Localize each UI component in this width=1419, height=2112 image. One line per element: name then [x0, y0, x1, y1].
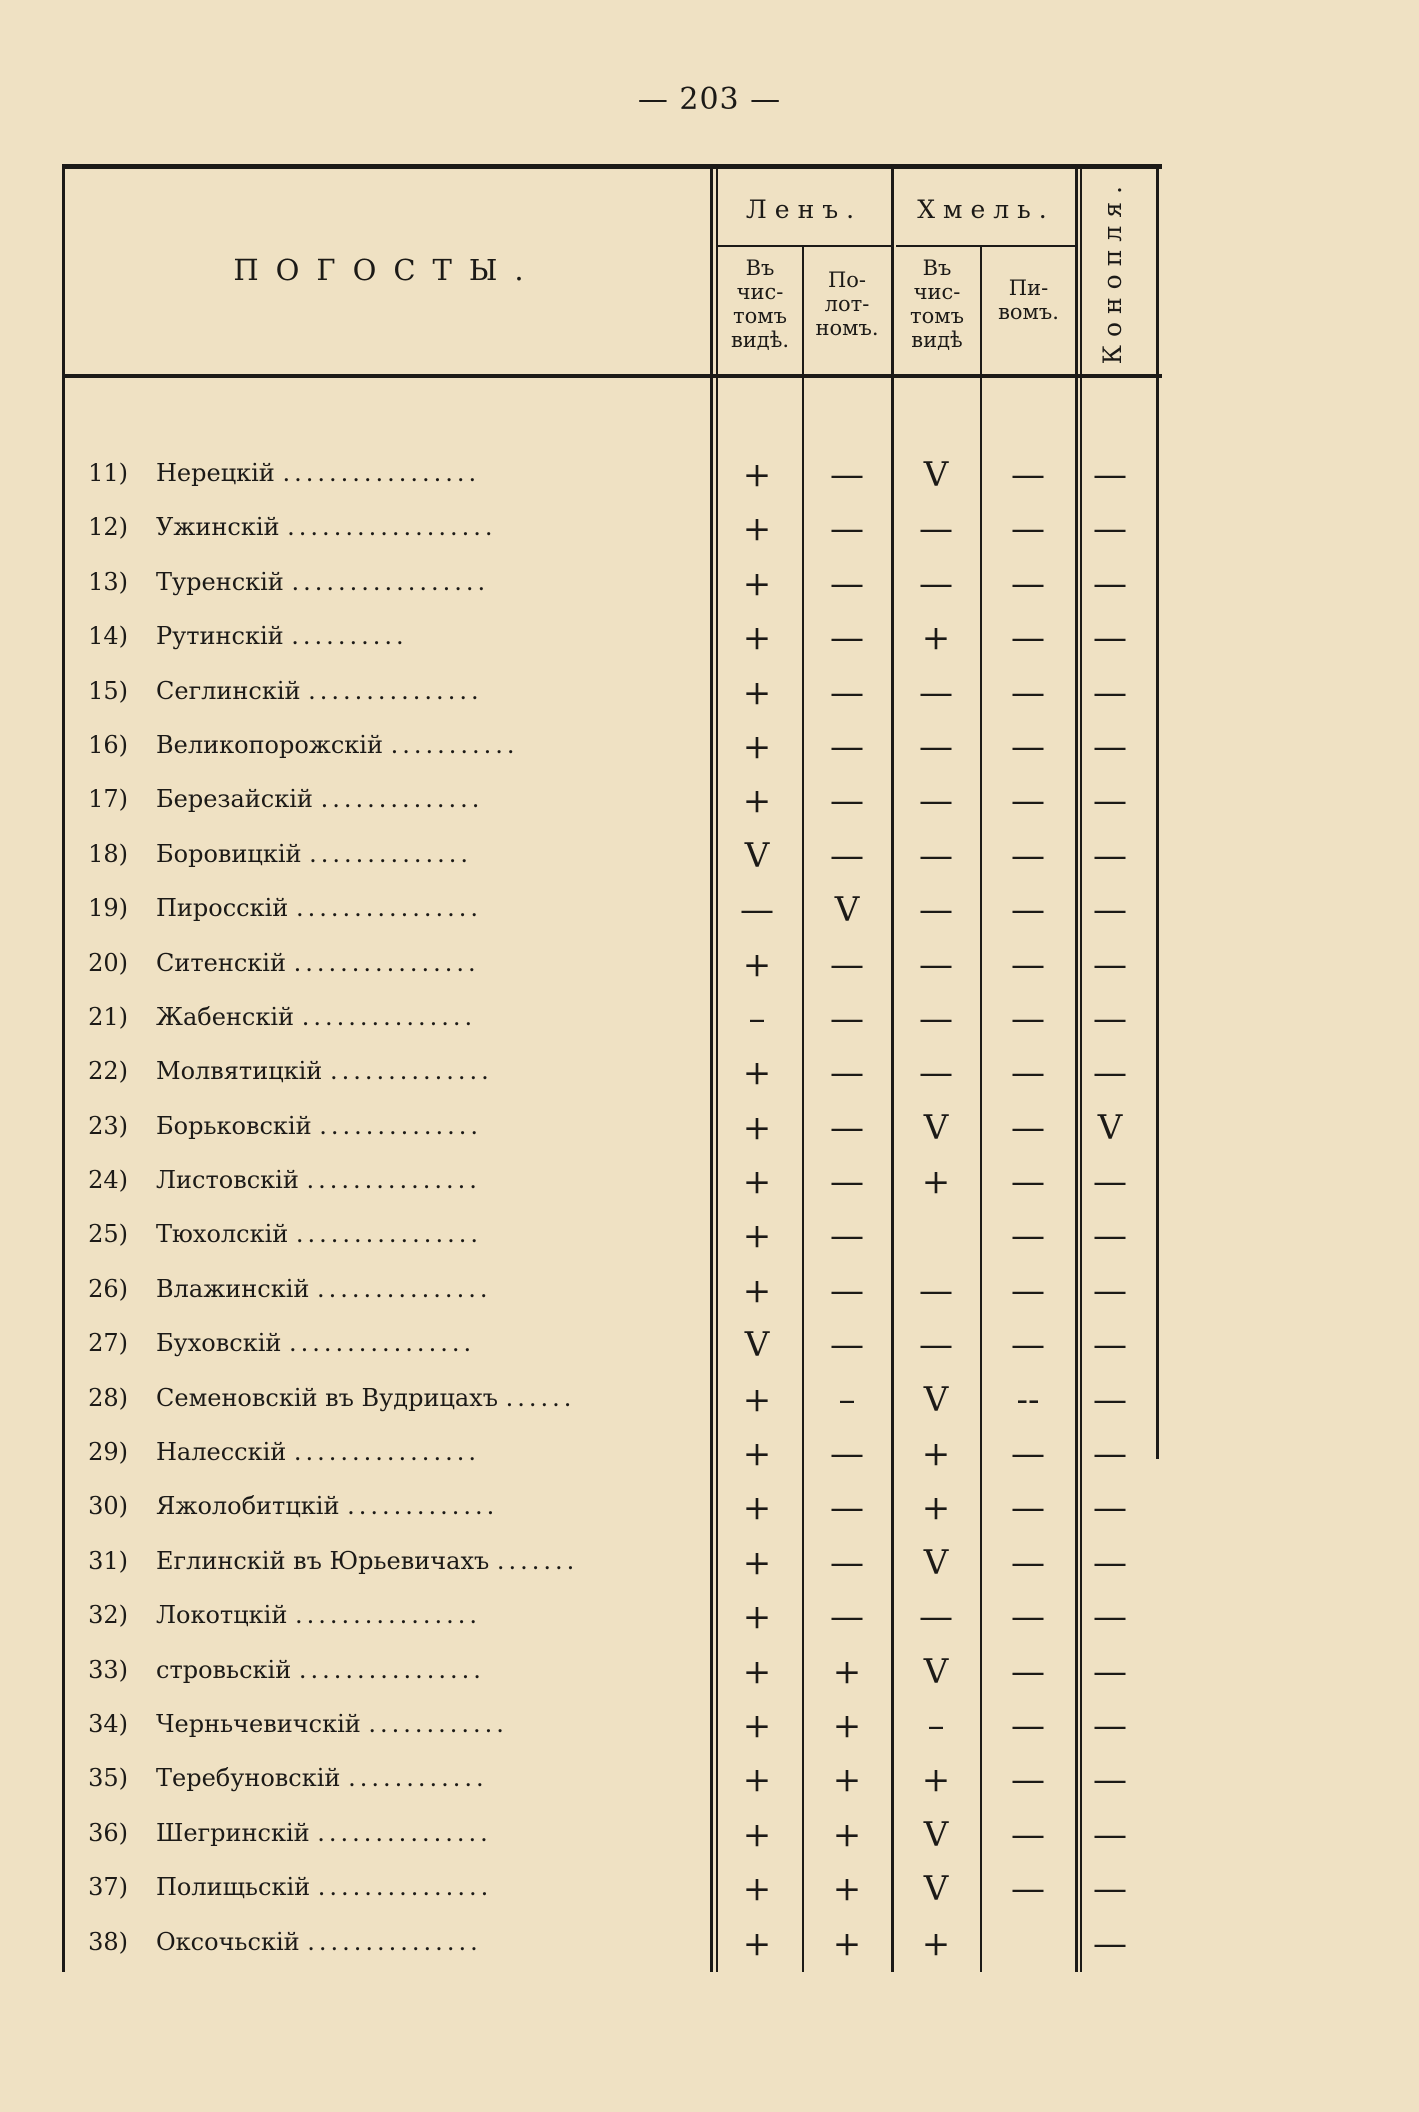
row-mark: —: [830, 1488, 864, 1529]
row-mark: —: [830, 1270, 864, 1311]
row-name: [156, 731, 711, 759]
row-mark: —: [1093, 1270, 1127, 1311]
row-mark: —: [1093, 890, 1127, 931]
table-row: [62, 1646, 1162, 1700]
header-len-bast: По- лот- номъ.: [815, 268, 879, 341]
row-name: [156, 1166, 711, 1194]
row-name-text: Полищьскій: [156, 1873, 311, 1902]
row-mark: —: [1093, 509, 1127, 550]
row-name-text: Туренскій: [156, 567, 284, 596]
row-mark: —: [1093, 1542, 1127, 1583]
row-name: [156, 1764, 711, 1792]
row-mark: +: [742, 1923, 772, 1964]
row-name-text: Березайскій: [156, 785, 313, 814]
row-mark: –: [838, 1379, 856, 1420]
row-mark: —: [1093, 1053, 1127, 1094]
row-mark: V: [744, 835, 770, 876]
row-mark: —: [830, 1216, 864, 1257]
row-mark: +: [742, 1434, 772, 1475]
row-name: [156, 459, 711, 487]
row-mark: —: [1093, 835, 1127, 876]
row-mark: —: [1093, 1162, 1127, 1203]
row-number: 26): [88, 1274, 128, 1303]
row-mark: +: [742, 618, 772, 659]
row-name-text: Тюхолскій: [156, 1220, 289, 1249]
row-mark: —: [1011, 1869, 1045, 1910]
row-leader-dots: ................: [295, 894, 482, 923]
table-row: [62, 775, 1162, 829]
row-mark: —: [830, 455, 864, 495]
row-leader-dots: ................: [289, 1329, 476, 1358]
row-name: [156, 1601, 711, 1629]
row-mark: —: [1093, 1814, 1127, 1855]
row-name: [156, 1220, 711, 1248]
row-mark: —: [1011, 618, 1045, 659]
row-mark: —: [1011, 1488, 1045, 1529]
row-name-text: стровьскій: [156, 1655, 292, 1684]
row-name: [156, 1275, 711, 1303]
row-mark: —: [1011, 1705, 1045, 1746]
row-name-text: Ужинскій: [156, 513, 280, 542]
row-name-text: Черньчевичскій: [156, 1709, 361, 1738]
row-mark: —: [919, 890, 953, 931]
row-name-text: Семеновскій въ Вудрицахъ: [156, 1383, 498, 1412]
row-number: 14): [88, 622, 128, 651]
row-mark: +: [742, 672, 772, 713]
row-mark: —: [830, 835, 864, 876]
row-mark: V: [923, 1814, 949, 1855]
row-mark: —: [1011, 1542, 1045, 1583]
row-leader-dots: ......: [505, 1383, 576, 1412]
row-leader-dots: ................: [294, 1601, 482, 1630]
table-row: [62, 1047, 1162, 1101]
row-name-text: Теребуновскій: [156, 1764, 341, 1793]
row-leader-dots: ..............: [319, 1111, 483, 1140]
table-row: [62, 830, 1162, 884]
row-leader-dots: ..........: [291, 622, 408, 651]
row-mark: —: [830, 1107, 864, 1148]
row-mark: —: [1093, 1869, 1127, 1910]
row-leader-dots: ................: [293, 948, 480, 977]
row-name: [156, 1819, 711, 1847]
row-mark: —: [1093, 944, 1127, 985]
row-leader-dots: ............: [368, 1709, 508, 1738]
row-name: [156, 949, 711, 977]
row-mark: —: [1093, 726, 1127, 767]
row-number: 21): [88, 1002, 128, 1031]
table-row: [62, 1809, 1162, 1863]
row-leader-dots: .............: [347, 1492, 499, 1521]
row-mark: V: [1097, 1107, 1123, 1148]
row-name-text: Жабенскій: [156, 1002, 295, 1031]
row-mark: —: [1093, 672, 1127, 713]
row-mark: —: [1011, 1053, 1045, 1094]
row-number: 18): [88, 839, 128, 868]
row-leader-dots: ...............: [317, 1818, 492, 1847]
row-mark: +: [742, 1869, 772, 1910]
row-name-text: Сеглинскій: [156, 676, 301, 705]
row-mark: —: [1011, 1651, 1045, 1692]
header-len: Ленъ.: [745, 195, 863, 224]
row-mark: +: [921, 1488, 951, 1529]
row-leader-dots: ...........: [390, 730, 519, 759]
row-number: 34): [88, 1709, 128, 1738]
row-mark: —: [1093, 1597, 1127, 1638]
row-name: [156, 622, 711, 650]
pogosty-table: [62, 164, 1162, 1972]
row-number: 12): [88, 513, 128, 542]
row-mark: —: [1011, 1814, 1045, 1855]
table-row: [62, 1591, 1162, 1645]
row-mark: +: [742, 1651, 772, 1692]
row-mark: —: [830, 781, 864, 822]
row-name-text: Влажинскій: [156, 1274, 310, 1303]
row-mark: +: [742, 1216, 772, 1257]
table-row: [62, 1374, 1162, 1428]
row-mark: V: [834, 890, 860, 931]
table-row: [62, 1102, 1162, 1156]
row-number: 24): [88, 1166, 128, 1195]
group-rule-len: [716, 245, 892, 247]
row-mark: —: [830, 563, 864, 604]
row-number: 33): [88, 1655, 128, 1684]
row-name-text: Боровицкій: [156, 839, 302, 868]
row-mark: —: [919, 998, 953, 1039]
row-mark: —: [1011, 509, 1045, 550]
row-name: [156, 1057, 711, 1085]
row-leader-dots: ............: [348, 1764, 488, 1793]
row-mark: —: [740, 890, 774, 931]
row-leader-dots: ................: [293, 1438, 480, 1467]
row-name: [156, 677, 711, 705]
row-mark: —: [830, 998, 864, 1039]
row-mark: +: [832, 1814, 862, 1855]
row-leader-dots: ..............: [329, 1057, 493, 1086]
row-name: [156, 785, 711, 813]
header-hmel-beer: Пи- вомъ.: [998, 276, 1059, 325]
row-number: 36): [88, 1818, 128, 1847]
row-leader-dots: .......: [496, 1546, 579, 1575]
row-mark: +: [832, 1923, 862, 1964]
row-name-text: Пиросскій: [156, 894, 289, 923]
header-konoplya: [1080, 164, 1144, 378]
row-number: 32): [88, 1601, 128, 1630]
row-name-text: Листовскій: [156, 1166, 299, 1195]
header-pogosty: ПОГОСТЫ.: [233, 253, 541, 287]
row-name-text: Нерецкій: [156, 459, 275, 487]
row-leader-dots: ...............: [307, 1927, 482, 1956]
row-name: [156, 1329, 711, 1357]
row-mark: +: [832, 1651, 862, 1692]
row-name: [156, 1656, 711, 1684]
row-mark: —: [919, 563, 953, 604]
row-mark: +: [742, 1488, 772, 1529]
row-leader-dots: ...............: [301, 1002, 477, 1031]
row-mark: +: [921, 618, 951, 659]
row-mark: +: [742, 1379, 772, 1420]
row-mark: —: [1093, 1760, 1127, 1801]
row-mark: —: [1093, 618, 1127, 659]
row-number: 15): [88, 676, 128, 705]
row-mark: —: [1011, 1162, 1045, 1203]
row-mark: —: [919, 1325, 953, 1366]
table-row: [62, 503, 1162, 557]
row-mark: —: [830, 1162, 864, 1203]
header-hmel-pure: Въ чис- томъ видѣ: [910, 256, 964, 353]
row-mark: —: [830, 944, 864, 985]
table-row: [62, 1863, 1162, 1917]
row-mark: +: [742, 509, 772, 550]
row-name-text: Рутинскій: [156, 622, 284, 651]
row-mark: —: [919, 1597, 953, 1638]
row-mark: —: [919, 672, 953, 713]
row-mark: V: [923, 1651, 949, 1692]
row-number: 19): [88, 894, 128, 923]
row-mark: +: [742, 781, 772, 822]
table-row: [62, 1537, 1162, 1591]
row-mark: —: [1093, 1216, 1127, 1257]
row-name-text: Оксочьскій: [156, 1927, 300, 1956]
row-name: [156, 1710, 711, 1738]
row-number: 28): [88, 1383, 128, 1412]
row-number: 23): [88, 1111, 128, 1140]
header-hmel: Хмель.: [917, 195, 1055, 224]
row-mark: —: [1011, 835, 1045, 876]
row-mark: —: [919, 509, 953, 550]
row-mark: —: [1011, 781, 1045, 822]
row-mark: —: [1093, 455, 1127, 495]
row-mark: V: [744, 1325, 770, 1366]
row-name: [156, 1384, 711, 1412]
row-mark: --: [1016, 1379, 1040, 1420]
row-number: 17): [88, 785, 128, 814]
table-row: [62, 449, 1162, 503]
row-name-text: Шегринскій: [156, 1818, 310, 1847]
row-leader-dots: ...............: [317, 1873, 493, 1902]
row-mark: V: [923, 1542, 949, 1583]
row-name: [156, 1112, 711, 1140]
row-mark: —: [1093, 998, 1127, 1039]
row-number: 20): [88, 948, 128, 977]
row-mark: +: [832, 1760, 862, 1801]
row-name: [156, 513, 711, 541]
row-name-text: Ситенскій: [156, 948, 286, 977]
row-name: [156, 1492, 711, 1520]
row-name: [156, 1003, 711, 1031]
row-mark: —: [1093, 781, 1127, 822]
row-mark: —: [830, 1597, 864, 1638]
row-mark: +: [742, 726, 772, 767]
row-leader-dots: .................: [282, 459, 481, 487]
row-name-text: Яжолобитцкій: [156, 1492, 340, 1521]
row-mark: —: [1011, 1107, 1045, 1148]
table-row: [62, 558, 1162, 612]
row-mark: —: [1093, 1923, 1127, 1964]
row-name: [156, 840, 711, 868]
row-name: [156, 1928, 711, 1956]
row-leader-dots: .................: [291, 567, 490, 596]
row-name-text: Еглинскій въ Юрьевичахъ: [156, 1546, 490, 1575]
row-mark: —: [919, 726, 953, 767]
row-mark: —: [830, 1434, 864, 1475]
row-mark: +: [921, 1434, 951, 1475]
table-row: [62, 884, 1162, 938]
row-number: 38): [88, 1927, 128, 1956]
row-mark: +: [742, 1162, 772, 1203]
table-row: [62, 1918, 1162, 1972]
row-mark: —: [1011, 944, 1045, 985]
row-mark: —: [1093, 1651, 1127, 1692]
table-row: [62, 1428, 1162, 1482]
row-name: [156, 568, 711, 596]
row-mark: V: [923, 1869, 949, 1910]
row-mark: —: [830, 1325, 864, 1366]
row-name-text: Борьковскій: [156, 1111, 312, 1140]
row-mark: +: [832, 1705, 862, 1746]
row-mark: –: [927, 1705, 945, 1746]
row-mark: —: [1093, 1325, 1127, 1366]
row-leader-dots: ................: [295, 1220, 482, 1249]
row-number: 25): [88, 1220, 128, 1249]
row-name-text: Молвятицкій: [156, 1057, 323, 1086]
row-mark: —: [1093, 1705, 1127, 1746]
row-name-text: Великопорожскій: [156, 730, 383, 759]
row-name-text: Локотцкій: [156, 1601, 288, 1630]
row-mark: —: [830, 509, 864, 550]
table-row: [62, 993, 1162, 1047]
table-body: [62, 449, 1162, 1972]
row-mark: +: [742, 1760, 772, 1801]
row-number: 11): [88, 459, 128, 487]
header-konoplya-label: Конопля.: [1097, 177, 1127, 365]
row-leader-dots: ...............: [308, 676, 483, 705]
row-name-text: Налесскій: [156, 1438, 287, 1467]
row-name: [156, 1873, 711, 1901]
row-mark: –: [748, 998, 766, 1039]
row-name: [156, 894, 711, 922]
header-rule: [62, 374, 1162, 378]
row-mark: +: [742, 944, 772, 985]
table-row: [62, 939, 1162, 993]
row-mark: —: [1011, 726, 1045, 767]
row-number: 13): [88, 567, 128, 596]
row-mark: —: [830, 1542, 864, 1583]
row-mark: +: [921, 1760, 951, 1801]
row-mark: +: [742, 455, 772, 495]
table-row: [62, 1700, 1162, 1754]
table-row: [62, 1754, 1162, 1808]
row-mark: —: [1011, 563, 1045, 604]
header-len-pure: Въ чис- томъ видѣ.: [730, 256, 790, 353]
row-mark: —: [1011, 1216, 1045, 1257]
row-mark: +: [742, 1107, 772, 1148]
row-mark: +: [742, 1053, 772, 1094]
row-name-text: Буховскій: [156, 1329, 282, 1358]
row-mark: +: [832, 1869, 862, 1910]
table-row: [62, 1156, 1162, 1210]
row-leader-dots: ...............: [317, 1274, 492, 1303]
row-number: 31): [88, 1546, 128, 1575]
row-mark: +: [742, 1597, 772, 1638]
top-rule: [62, 164, 1162, 169]
row-number: 29): [88, 1438, 128, 1467]
row-mark: —: [830, 672, 864, 713]
row-mark: +: [742, 1705, 772, 1746]
page-number: — 203 —: [637, 82, 782, 117]
row-mark: +: [921, 1162, 951, 1203]
row-name: [156, 1547, 711, 1575]
row-mark: —: [1011, 1760, 1045, 1801]
row-number: 22): [88, 1057, 128, 1086]
row-leader-dots: ...............: [306, 1166, 481, 1195]
row-leader-dots: ..............: [309, 839, 472, 868]
row-mark: —: [1011, 1270, 1045, 1311]
row-mark: —: [919, 835, 953, 876]
row-name: [156, 1438, 711, 1466]
row-mark: +: [742, 1542, 772, 1583]
row-mark: —: [830, 726, 864, 767]
row-mark: —: [1011, 1597, 1045, 1638]
table-row: [62, 667, 1162, 721]
row-mark: —: [919, 781, 953, 822]
row-leader-dots: ................: [298, 1655, 485, 1684]
row-mark: —: [1093, 1379, 1127, 1420]
table-row: [62, 612, 1162, 666]
row-leader-dots: ..................: [287, 513, 497, 542]
row-mark: —: [919, 944, 953, 985]
row-mark: V: [923, 1107, 949, 1148]
row-mark: —: [1011, 890, 1045, 931]
row-mark: —: [1011, 455, 1045, 495]
row-mark: —: [1093, 563, 1127, 604]
row-mark: —: [830, 618, 864, 659]
row-mark: +: [742, 1814, 772, 1855]
row-mark: +: [921, 1923, 951, 1964]
row-mark: —: [919, 1053, 953, 1094]
table-row: [62, 1265, 1162, 1319]
row-mark: V: [923, 455, 949, 495]
row-mark: —: [1011, 1325, 1045, 1366]
row-mark: —: [1011, 998, 1045, 1039]
row-mark: —: [830, 1053, 864, 1094]
row-number: 37): [88, 1873, 128, 1902]
row-number: 30): [88, 1492, 128, 1521]
table-row: [62, 1319, 1162, 1373]
row-mark: —: [1011, 672, 1045, 713]
table-row: [62, 721, 1162, 775]
row-number: 16): [88, 730, 128, 759]
row-mark: —: [1093, 1434, 1127, 1475]
table-row: [62, 1210, 1162, 1264]
row-number: 35): [88, 1764, 128, 1793]
group-rule-hmel: [896, 245, 1076, 247]
row-mark: —: [919, 1270, 953, 1311]
row-leader-dots: ..............: [320, 785, 484, 814]
table-row: [62, 1482, 1162, 1536]
row-mark: —: [1093, 1488, 1127, 1529]
row-mark: +: [742, 1270, 772, 1311]
row-number: 27): [88, 1329, 128, 1358]
row-mark: —: [1011, 1434, 1045, 1475]
row-mark: +: [742, 563, 772, 604]
row-mark: V: [923, 1379, 949, 1420]
